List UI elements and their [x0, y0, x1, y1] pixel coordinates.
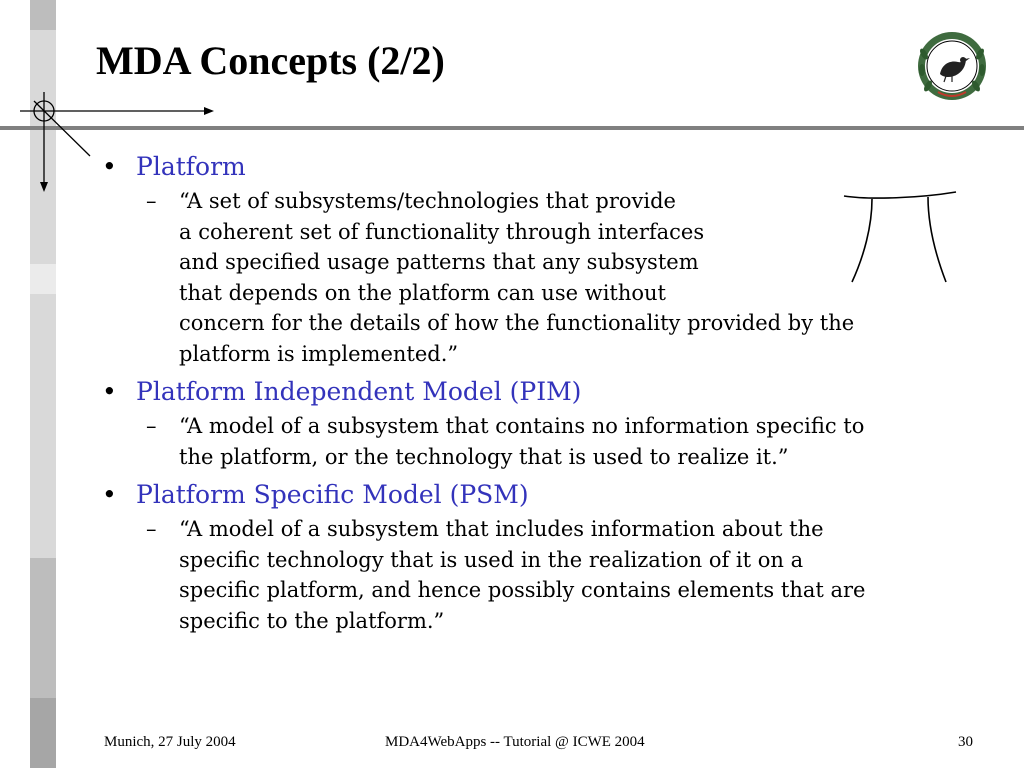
- sidebar-block: [30, 558, 56, 698]
- bullet-pim: [100, 375, 1000, 409]
- page-title: MDA Concepts (2/2): [96, 38, 445, 83]
- definition-line: and specified usage patterns that any subsystem: [179, 250, 699, 274]
- footer-date: Munich, 27 July 2004: [104, 734, 236, 750]
- sidebar-block: [30, 264, 56, 294]
- definition-line: specific technology that is used in the realization of it on a: [179, 547, 804, 572]
- definition-line: platform is implemented.”: [179, 341, 459, 366]
- definition-line: “A set of subsystems/technologies that provide: [179, 189, 676, 213]
- definition-line: that depends on the platform can use without: [179, 280, 666, 305]
- bullet-psm: [100, 478, 1000, 512]
- bullet-icon: •: [102, 480, 117, 509]
- definition-line: concern for the details of how the functionality provided by the: [179, 311, 855, 335]
- bullet-icon: •: [102, 152, 117, 181]
- footer-title: MDA4WebApps -- Tutorial @ ICWE 2004: [385, 734, 645, 750]
- slide-content: [100, 150, 1000, 642]
- dash-icon: –: [146, 517, 157, 541]
- sidebar-block: [30, 698, 56, 768]
- dash-icon: –: [146, 189, 157, 213]
- definition-line: specific platform, and hence possibly contains elements that are: [179, 578, 866, 602]
- definition-pim: [100, 411, 1000, 472]
- bullet-platform: [100, 150, 1000, 184]
- bullet-icon: •: [102, 377, 117, 406]
- bullet-heading: Platform Independent Model (PIM): [136, 377, 582, 406]
- definition-line: a coherent set of functionality through interfaces: [179, 219, 705, 244]
- definition-psm: [100, 514, 1000, 636]
- definition-line: the platform, or the technology that is used to realize it.”: [179, 444, 789, 469]
- definition-line: specific to the platform.”: [179, 608, 445, 633]
- university-seal-logo: [916, 30, 988, 102]
- bullet-heading: Platform Specific Model (PSM): [136, 480, 529, 509]
- page-number: 30: [958, 734, 973, 750]
- definition-line: “A model of a subsystem that contains no information specific to: [179, 414, 865, 438]
- definition-platform: [100, 186, 1000, 369]
- dash-icon: –: [146, 414, 157, 438]
- sidebar-block: [30, 0, 56, 30]
- bullet-heading: Platform: [136, 152, 246, 181]
- definition-line: “A model of a subsystem that includes information about the: [179, 517, 824, 541]
